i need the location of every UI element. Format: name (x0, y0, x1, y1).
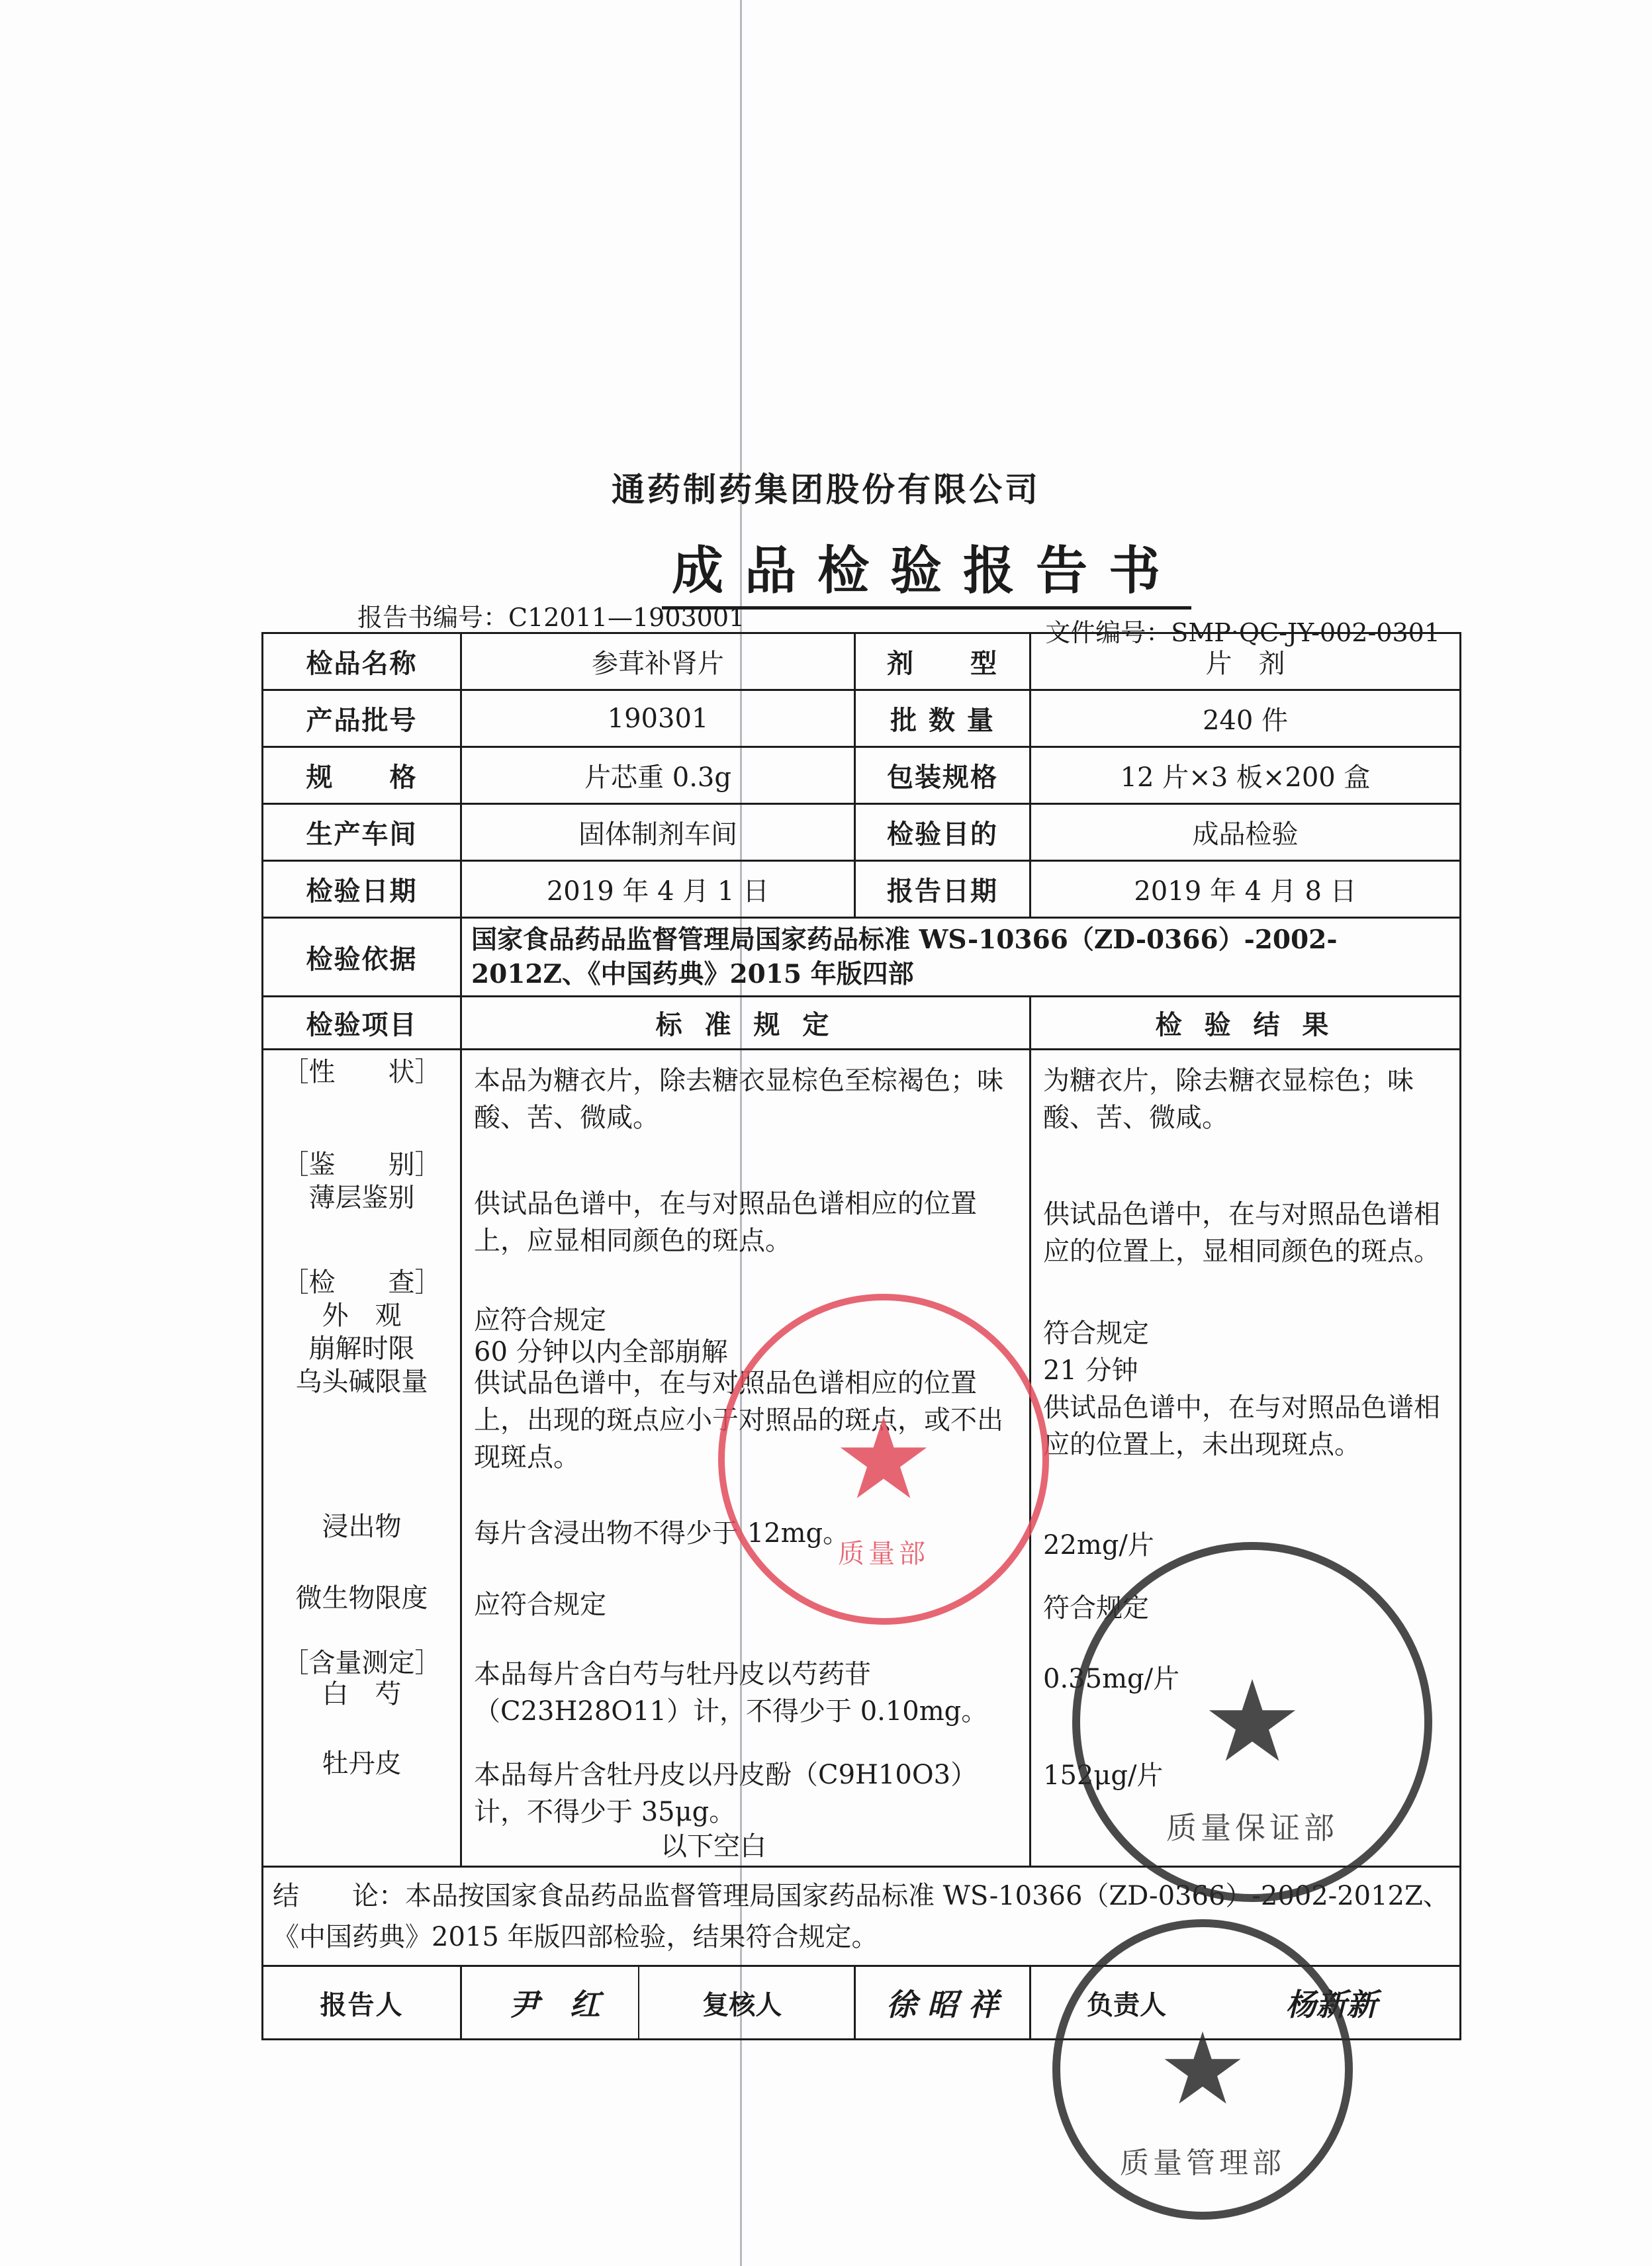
company-name: 通药制药集团股份有限公司 (612, 470, 1040, 509)
workshop-label: 生产车间 (263, 804, 461, 861)
report-title: 成品检验报告书 (662, 529, 1191, 610)
item-tlc: 薄层鉴别 (308, 1183, 415, 1213)
item-disintegration: 崩解时限 (308, 1334, 415, 1364)
row-product-name (263, 633, 1461, 690)
red-seal-label: 质量部 (838, 1539, 929, 1569)
col-standard-header: 标 准 规 定 (461, 997, 1031, 1050)
result-aconitine: 供试品色谱中，在与对照品色谱相应的位置上，未出现斑点。 (1043, 1392, 1440, 1460)
std-appearance: 本品为糖衣片，除去糖衣显棕色至棕褐色；味酸、苦、微咸。 (474, 1065, 1003, 1133)
test-date-label: 检验日期 (263, 861, 461, 918)
result-tlc: 供试品色谱中，在与对照品色谱相应的位置上，显相同颜色的斑点。 (1043, 1199, 1440, 1267)
test-date-value: 2019 年 4 月 1 日 (461, 861, 855, 918)
row-workshop (263, 804, 1461, 861)
std-paeonia-white: 本品每片含白芍与牡丹皮以芍药苷（C23H28O11）计，不得少于 0.10mg。 (474, 1659, 988, 1727)
batch-label: 产品批号 (263, 690, 461, 747)
item-microbial: 微生物限度 (295, 1583, 428, 1613)
purpose-label: 检验目的 (855, 804, 1031, 861)
reporter-label: 报告人 (263, 1966, 461, 2040)
batch-value: 190301 (461, 690, 855, 747)
std-moutan: 本品每片含牡丹皮以丹皮酚（C9H10O3）计，不得少于 35μg。 (474, 1760, 978, 1827)
std-microbial: 应符合规定 (474, 1590, 606, 1620)
quality-assurance-seal (1072, 1542, 1432, 1902)
std-appearance-check: 应符合规定 (474, 1305, 606, 1336)
star-icon: ★ (1158, 2012, 1248, 2127)
row-basis (263, 918, 1461, 997)
item-paeonia-white: 白 芍 (322, 1679, 402, 1709)
std-tlc: 供试品色谱中，在与对照品色谱相应的位置上，应显相同颜色的斑点。 (474, 1189, 977, 1256)
reporter-signature: 尹 红 (508, 1987, 600, 2022)
item-aconitine: 乌头碱限量 (295, 1367, 428, 1397)
manager-signature: 杨新新 (1285, 1987, 1377, 2022)
row-dates (263, 861, 1461, 918)
std-extract: 每片含浸出物不得少于 12mg。 (474, 1518, 850, 1549)
result-extract: 22mg/片 (1043, 1530, 1154, 1561)
col-item-header: 检验项目 (263, 997, 461, 1050)
item-extract: 浸出物 (322, 1512, 402, 1542)
quantity-label: 批 数 量 (855, 690, 1031, 747)
dosage-form-label: 剂 型 (855, 633, 1031, 690)
item-inspection-section: ［检 查］ (282, 1267, 441, 1298)
qa-seal-label: 质量保证部 (1166, 1810, 1338, 1846)
item-appearance-section: ［性 状］ (282, 1057, 441, 1087)
conclusion-text: 结 论：本品按国家食品药品监督管理局国家药品标准 WS-10366（ZD-0366）-2002-2012Z、《中国药典》2015 年版四部检验，结果符合规定。 (263, 1867, 1461, 1966)
row-batch (263, 690, 1461, 747)
result-disintegration: 21 分钟 (1043, 1355, 1138, 1386)
col-result-header: 检 验 结 果 (1031, 997, 1461, 1050)
row-spec (263, 747, 1461, 804)
basis-label: 检验依据 (263, 918, 461, 997)
red-company-seal (718, 1294, 1049, 1625)
test-items-column (263, 1050, 461, 1867)
item-appearance: 外 观 (322, 1300, 402, 1331)
blank-below-note: 以下空白 (661, 1831, 766, 1862)
dosage-form-value: 片 剂 (1031, 633, 1461, 690)
report-number: 报告书编号：C12011—1903001 (357, 603, 745, 632)
std-aconitine: 供试品色谱中，在与对照品色谱相应的位置上，出现的斑点应小于对照品的斑点，或不出现斑点。 (474, 1368, 1003, 1473)
reviewer-signature: 徐 昭 祥 (886, 1987, 999, 2022)
report-date-label: 报告日期 (855, 861, 1031, 918)
item-identification-section: ［鉴 别］ (282, 1150, 441, 1180)
purpose-value: 成品检验 (1031, 804, 1461, 861)
product-name-label: 检品名称 (263, 633, 461, 690)
signature-pair-cell (461, 1966, 855, 2040)
spec-value: 片芯重 0.3g (461, 747, 855, 804)
item-moutan: 牡丹皮 (322, 1748, 402, 1779)
star-icon: ★ (1201, 1656, 1303, 1788)
qm-seal-label: 质量管理部 (1120, 2146, 1285, 2180)
result-microbial: 符合规定 (1043, 1593, 1149, 1623)
result-moutan: 152μg/片 (1043, 1760, 1164, 1791)
workshop-value: 固体制剂车间 (461, 804, 855, 861)
row-column-headers (263, 997, 1461, 1050)
packaging-value: 12 片×3 板×200 盒 (1031, 747, 1461, 804)
star-icon: ★ (833, 1394, 935, 1525)
std-disintegration: 60 分钟以内全部崩解 (474, 1337, 728, 1367)
spec-label: 规 格 (263, 747, 461, 804)
quantity-value: 240 件 (1031, 690, 1461, 747)
file-number: 文件编号：SMP·QC-JY-002-0301 (1045, 618, 1440, 647)
reviewer-signature-cell (855, 1966, 1031, 2040)
quality-management-seal (1052, 1919, 1353, 2220)
reviewer-label: 复核人 (702, 1989, 782, 2020)
product-name-value: 参茸补肾片 (461, 633, 855, 690)
manager-label: 负责人 (1087, 1989, 1166, 2020)
item-assay-section: ［含量测定］ (282, 1648, 441, 1678)
report-date-value: 2019 年 4 月 8 日 (1031, 861, 1461, 918)
result-paeonia-white: 0.35mg/片 (1043, 1664, 1180, 1694)
basis-value: 国家食品药品监督管理局国家药品标准 WS-10366（ZD-0366）-2002-2012Z、《中国药典》2015 年版四部 (461, 918, 1461, 997)
packaging-label: 包装规格 (855, 747, 1031, 804)
result-appearance-check: 符合规定 (1043, 1318, 1149, 1349)
result-appearance: 为糖衣片，除去糖衣显棕色；味酸、苦、微咸。 (1043, 1065, 1414, 1133)
